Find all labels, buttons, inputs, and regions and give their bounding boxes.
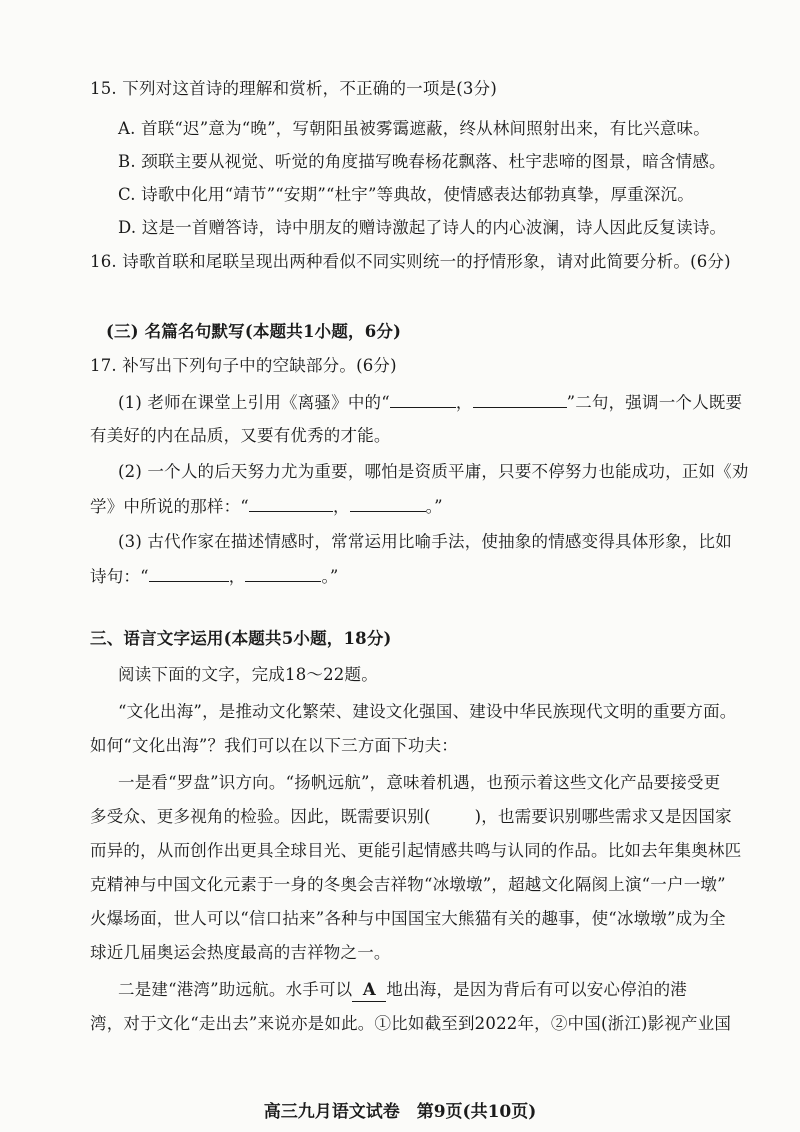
reading-para2-line4: 克精神与中国文化元素于一身的冬奥会吉祥物“冰墩墩”，超越文化隔阂上演“一户一墩” — [90, 875, 726, 894]
q17-p2-text-end: 。” — [425, 497, 443, 516]
para2-text-end: )，也需要识别哪些需求又是因国家 — [474, 807, 732, 826]
answer-blank[interactable] — [350, 495, 426, 512]
reading-para3-line2: 湾，对于文化“走出去”来说亦是如此。①比如截至到2022年，②中国(浙江)影视产业国 — [90, 1014, 732, 1033]
q17-p1-text: (1) 老师在课堂上引用《离骚》中的“ — [118, 393, 390, 412]
q17-part1-line2: 有美好的内在品质，又要有优秀的才能。 — [90, 426, 391, 445]
q17-part2-line2 — [90, 495, 443, 518]
para3-text: 二是建“港湾”助远航。水手可以 — [118, 980, 353, 999]
reading-para1-line1: “文化出海”，是推动文化繁荣、建设文化强国、建设中华民族现代文明的重要方面。 — [118, 702, 737, 721]
q17-part3-line2 — [90, 565, 339, 588]
q15-option-a: A. 首联“迟”意为“晚”，写朝阳虽被雾霭遮蔽，终从林间照射出来，有比兴意味。 — [118, 119, 710, 138]
blank-a[interactable]: A — [352, 979, 386, 1002]
reading-para2-line5: 火爆场面，世人可以“信口拈来”各种与中国国宝大熊猫有关的趣事，使“冰墩墩”成为全 — [90, 909, 726, 928]
q17-part2-line1: (2) 一个人的后天努力尤为重要，哪怕是资质平庸，只要不停努力也能成功，正如《劝 — [118, 462, 749, 481]
q17-p2-text: 学》中所说的那样：“ — [90, 497, 249, 516]
comma: ， — [332, 497, 350, 516]
reading-para2-line3: 而异的，从而创作出更具全球目光、更能引起情感共鸣与认同的作品。比如去年集奥林匹 — [90, 841, 742, 860]
comma: ， — [228, 567, 246, 586]
q15-option-b: B. 颈联主要从视觉、听觉的角度描写晚春杨花飘落、杜宇悲啼的图景，暗含情感。 — [118, 152, 726, 171]
reading-intro: 阅读下面的文字，完成18～22题。 — [118, 665, 378, 684]
answer-blank[interactable] — [149, 565, 229, 582]
answer-blank[interactable] — [245, 565, 321, 582]
para2-text: 多受众、更多视角的检验。因此，既需要识别( — [90, 807, 431, 826]
reading-para2-line6: 球近几届奥运会热度最高的吉祥物之一。 — [90, 943, 391, 962]
reading-para2-line2 — [90, 806, 732, 828]
q15-option-d: D. 这是一首赠答诗，诗中朋友的赠诗激起了诗人的内心波澜，诗人因此反复读诗。 — [118, 218, 727, 237]
para3-text-end: 地出海，是因为背后有可以安心停泊的港 — [386, 980, 687, 999]
q16-question: 16. 诗歌首联和尾联呈现出两种看似不同实则统一的抒情形象，请对此简要分析。(6分) — [90, 252, 731, 271]
q17-p3-text: 诗句：“ — [90, 567, 149, 586]
comma: ， — [455, 393, 473, 412]
q17-stem: 17. 补写出下列句子中的空缺部分。(6分) — [90, 356, 397, 375]
reading-para3-line1 — [118, 979, 687, 1002]
q17-p3-text-end: 。” — [321, 567, 339, 586]
q17-part3-line1: (3) 古代作家在描述情感时，常常运用比喻手法，使抽象的情感变得具体形象，比如 — [118, 532, 732, 551]
answer-blank[interactable] — [249, 495, 333, 512]
answer-blank[interactable] — [473, 391, 567, 408]
section-famous-heading: (三) 名篇名句默写(本题共1小题，6分) — [106, 322, 402, 341]
q17-part1-line1 — [118, 391, 742, 414]
q15-stem: 15. 下列对这首诗的理解和赏析，不正确的一项是(3分) — [90, 79, 497, 98]
q15-option-c: C. 诗歌中化用“靖节”“安期”“杜宇”等典故，使情感表达郁勃真挚，厚重深沉。 — [118, 185, 694, 204]
page-footer: 高三九月语文试卷 第9页(共10页) — [263, 1102, 537, 1122]
section-language-heading: 三、语言文字运用(本题共5小题，18分) — [90, 629, 392, 648]
q17-p1-text-end: ”二句，强调一个人既要 — [566, 393, 743, 412]
reading-para2-line1: 一是看“罗盘”识方向。“扬帆远航”，意味着机遇，也预示着这些文化产品要接受更 — [118, 773, 721, 792]
reading-para1-line2: 如何“文化出海”？我们可以在以下三方面下功夫： — [90, 736, 458, 755]
answer-blank[interactable] — [390, 391, 456, 408]
